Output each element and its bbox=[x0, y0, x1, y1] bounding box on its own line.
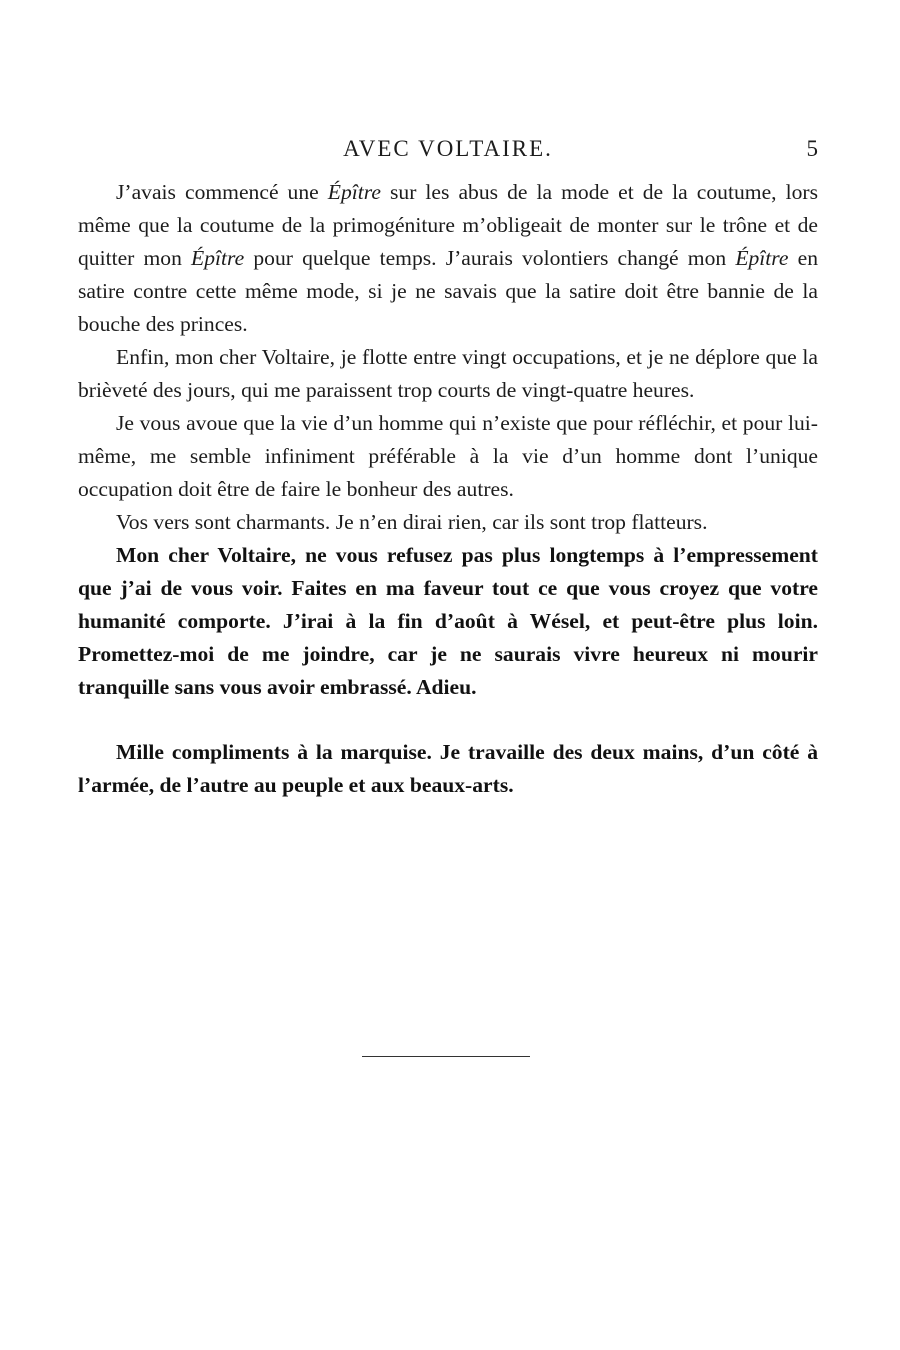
paragraph bbox=[78, 176, 818, 341]
emphasized-title: Épître bbox=[327, 180, 381, 204]
paragraph: Mon cher Voltaire, ne vous refusez pas plus longtemps à l’empressement que j’ai de vous voir. Faites en ma faveur tout ce que vous croyez que votre humanité comporte. J’irai à la fin d’août à Wésel, et peut-être plus loin. Promettez-moi de me joindre, car je ne saurais vivre heureux ni mourir tranquille sans vous avoir embrassé. Adieu. bbox=[78, 543, 818, 699]
paragraph-text: sur les abus de la mode et de la coutume, lors même que la coutume de la primogéniture m’obligeait de monter sur le trône et de quitter mon bbox=[78, 180, 818, 270]
paragraph: Vos vers sont charmants. Je n’en dirai rien, car ils sont trop flatteurs. bbox=[116, 510, 708, 534]
page-number: 5 bbox=[806, 136, 818, 161]
paragraph-text: J’avais commencé une bbox=[116, 180, 328, 204]
emphasized-title: Épître bbox=[191, 246, 245, 270]
closing-rule bbox=[362, 1056, 530, 1057]
paragraph: Je vous avoue que la vie d’un homme qui n’existe que pour réfléchir, et pour lui-même, me semble infiniment préférable à la vie d’un homme dont l’unique occupation doit être de faire le bonheur des autres. bbox=[78, 411, 818, 501]
postscript-paragraph: Mille compliments à la marquise. Je travaille des deux mains, d’un côté à l’armée, de l’autre au peuple et aux beaux-arts. bbox=[78, 740, 818, 797]
paragraph-text: pour quelque temps. J’aurais volontiers changé mon bbox=[244, 246, 736, 270]
running-title: AVEC VOLTAIRE. bbox=[343, 136, 553, 161]
paragraph: Enfin, mon cher Voltaire, je flotte entre vingt occupations, et je ne déplore que la brièveté des jours, qui me paraissent trop courts de vingt-quatre heures. bbox=[78, 345, 818, 402]
running-head bbox=[78, 134, 818, 164]
paragraph-text: en satire contre cette même mode, si je ne savais que la satire doit être bannie de la bouche des princes. bbox=[78, 246, 819, 336]
emphasized-title: Épître bbox=[735, 246, 789, 270]
letter-body bbox=[78, 176, 818, 802]
